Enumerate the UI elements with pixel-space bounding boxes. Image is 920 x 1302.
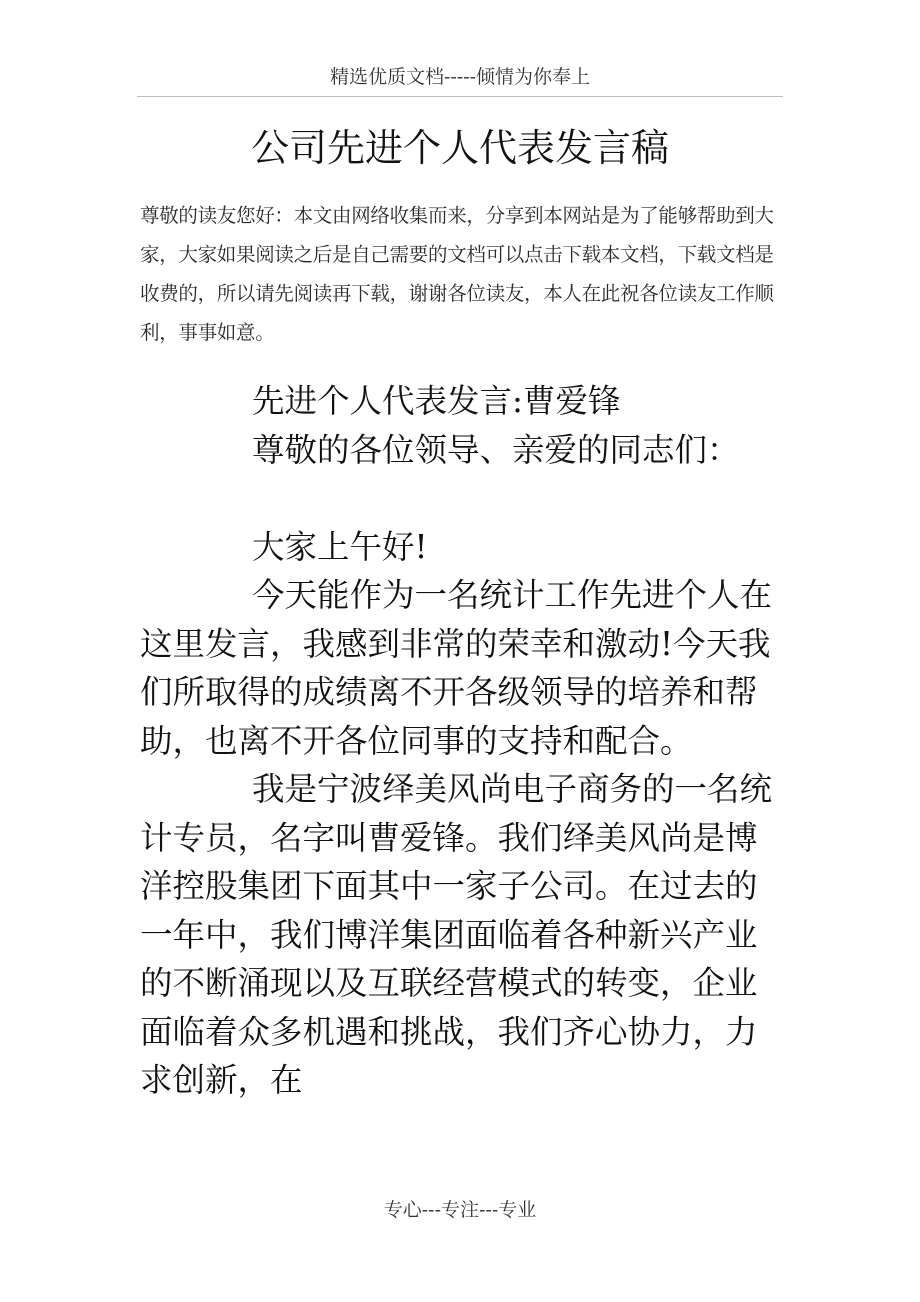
paragraph-2: 我是宁波绎美风尚电子商务的一名统计专员，名字叫曹爱锋。我们绎美风尚是博洋控股集团下面其中一家子公司。在过去的一年中，我们博洋集团面临着各种新兴产业的不断涌现以及互联经营模式的转变，企业面临着众多机遇和挑战，我们齐心协力，力求创新，在 [140, 770, 773, 1099]
page-header: 精选优质文档-----倾情为你奉上 [329, 66, 591, 88]
greeting: 大家上午好! [252, 527, 428, 566]
paragraph-1: 今天能作为一名统计工作先进个人在这里发言，我感到非常的荣幸和激动!今天我们所取得的成绩离不开各级领导的培养和帮助，也离不开各位同事的支持和配合。 [140, 576, 773, 760]
speaker-line: 先进个人代表发言:曹爱锋 [252, 382, 621, 420]
header-divider [137, 96, 783, 97]
page-footer: 专心---专注---专业 [383, 1199, 537, 1221]
blank-line [140, 474, 780, 523]
speech-body [140, 377, 780, 1105]
document-title: 公司先进个人代表发言稿 [250, 126, 669, 170]
salutation: 尊敬的各位领导、亲爱的同志们： [252, 430, 740, 469]
reader-notice: 尊敬的读友您好：本文由网络收集而来，分享到本网站是为了能够帮助到大家，大家如果阅读之后是自己需要的文档可以点击下载本文档，下载文档是收费的，所以请先阅读再下载，谢谢各位读友，本人在此祝各位读友工作顺利，事事如意。 [140, 204, 774, 344]
